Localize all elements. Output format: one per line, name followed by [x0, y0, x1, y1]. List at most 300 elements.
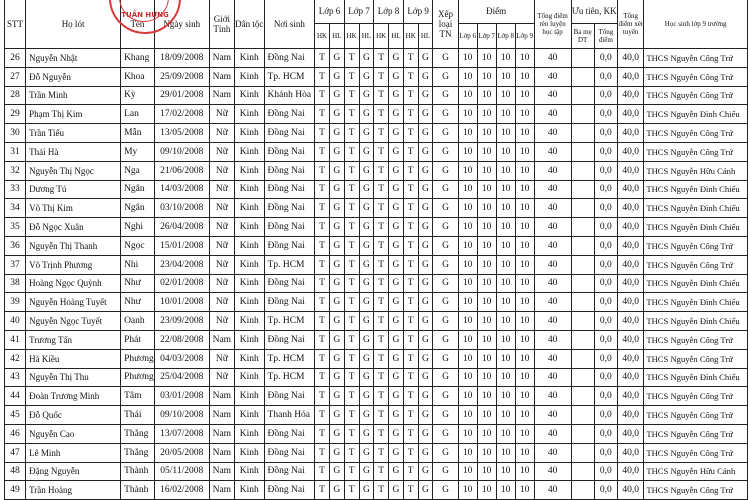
cell-hanh-kiem-hoc-luc: T	[315, 218, 330, 237]
cell-hanh-kiem-hoc-luc: G	[418, 255, 433, 274]
cell-ba-me-dt	[571, 142, 594, 161]
cell-hanh-kiem-hoc-luc: G	[389, 124, 404, 143]
cell-noi-sinh: Đồng Nai	[264, 481, 315, 500]
cell-hanh-kiem-hoc-luc: T	[403, 86, 418, 105]
table-row	[5, 161, 748, 180]
cell-tong-diem-uu-tien: 0,0	[594, 180, 617, 199]
cell-dan-toc: Kinh	[235, 180, 265, 199]
cell-hanh-kiem-hoc-luc: T	[374, 142, 389, 161]
cell-ngay-sinh: 22/08/2008	[154, 330, 209, 349]
cell-ten: Khang	[121, 49, 155, 68]
cell-tong-diem-xet-tuyen: 40,0	[617, 349, 643, 368]
cell-hanh-kiem-hoc-luc: T	[344, 274, 359, 293]
cell-truong: THCS Nguyễn Công Trứ	[644, 124, 748, 143]
cell-hanh-kiem-hoc-luc: T	[403, 67, 418, 86]
cell-hanh-kiem-hoc-luc: T	[374, 293, 389, 312]
cell-diem: 10	[458, 105, 477, 124]
cell-dan-toc: Kinh	[235, 124, 265, 143]
cell-stt: 37	[5, 255, 26, 274]
cell-stt: 32	[5, 161, 26, 180]
cell-ho-lot: Đoàn Trương Minh	[26, 387, 121, 406]
cell-hanh-kiem-hoc-luc: G	[329, 274, 344, 293]
cell-dan-toc: Kinh	[235, 255, 265, 274]
cell-hanh-kiem-hoc-luc: G	[329, 443, 344, 462]
cell-ba-me-dt	[571, 274, 594, 293]
cell-hanh-kiem-hoc-luc: T	[403, 161, 418, 180]
table-row	[5, 443, 748, 462]
cell-ba-me-dt	[571, 236, 594, 255]
table-row	[5, 180, 748, 199]
cell-noi-sinh: Đồng Nai	[264, 236, 315, 255]
col-ngay-sinh: Ngày sinh	[154, 0, 209, 49]
cell-diem: 10	[496, 161, 515, 180]
cell-hanh-kiem-hoc-luc: T	[403, 218, 418, 237]
cell-truong: THCS Nguyễn Công Trứ	[644, 67, 748, 86]
cell-ten: Ngân	[121, 199, 155, 218]
cell-ba-me-dt	[571, 368, 594, 387]
cell-tong-diem-xet-tuyen: 40,0	[617, 180, 643, 199]
cell-diem: 10	[496, 124, 515, 143]
cell-tong-diem-uu-tien: 0,0	[594, 67, 617, 86]
cell-diem: 10	[496, 86, 515, 105]
cell-hanh-kiem-hoc-luc: G	[329, 199, 344, 218]
cell-tong-diem-uu-tien: 0,0	[594, 161, 617, 180]
cell-diem: 10	[458, 443, 477, 462]
cell-hanh-kiem-hoc-luc: T	[374, 312, 389, 331]
cell-stt: 35	[5, 218, 26, 237]
cell-tong-diem-xet-tuyen: 40,0	[617, 481, 643, 500]
cell-noi-sinh: Đồng Nai	[264, 462, 315, 481]
col-lop9: Lớp 9	[403, 0, 433, 24]
cell-tong-diem-uu-tien: 0,0	[594, 406, 617, 425]
cell-hanh-kiem-hoc-luc: G	[359, 330, 374, 349]
col-diem: Điểm	[458, 0, 534, 24]
cell-tong-diem-xet-tuyen: 40,0	[617, 255, 643, 274]
col-stt: STT	[5, 0, 26, 49]
cell-diem: 10	[458, 86, 477, 105]
cell-diem: 10	[496, 274, 515, 293]
cell-noi-sinh: Đồng Nai	[264, 218, 315, 237]
cell-hanh-kiem-hoc-luc: T	[403, 330, 418, 349]
cell-hanh-kiem-hoc-luc: T	[344, 255, 359, 274]
cell-hanh-kiem-hoc-luc: T	[315, 330, 330, 349]
cell-ngay-sinh: 18/09/2008	[154, 49, 209, 68]
cell-stt: 41	[5, 330, 26, 349]
cell-hanh-kiem-hoc-luc: G	[418, 293, 433, 312]
cell-ngay-sinh: 03/10/2008	[154, 199, 209, 218]
cell-xep-loai: G	[433, 124, 458, 143]
cell-hanh-kiem-hoc-luc: T	[403, 199, 418, 218]
cell-hanh-kiem-hoc-luc: T	[344, 218, 359, 237]
cell-truong: THCS Nguyễn Công Trứ	[644, 255, 748, 274]
cell-gioi-tinh: Nữ	[209, 199, 234, 218]
cell-ten: Khoa	[121, 67, 155, 86]
cell-dan-toc: Kinh	[235, 312, 265, 331]
cell-diem: 10	[477, 274, 496, 293]
cell-hanh-kiem-hoc-luc: T	[403, 443, 418, 462]
cell-diem: 10	[515, 255, 534, 274]
cell-diem: 10	[477, 86, 496, 105]
cell-noi-sinh: Đồng Nai	[264, 424, 315, 443]
cell-hanh-kiem-hoc-luc: T	[344, 142, 359, 161]
cell-truong: THCS Nguyễn Đình Chiểu	[644, 199, 748, 218]
cell-hanh-kiem-hoc-luc: G	[418, 105, 433, 124]
cell-ho-lot: Hoàng Ngọc Quỳnh	[26, 274, 121, 293]
cell-tong-diem-ren-luyen: 40	[534, 462, 571, 481]
cell-hanh-kiem-hoc-luc: G	[359, 255, 374, 274]
cell-ten: Thắng	[121, 424, 155, 443]
cell-hanh-kiem-hoc-luc: T	[344, 330, 359, 349]
cell-hanh-kiem-hoc-luc: T	[403, 349, 418, 368]
cell-ten: Kỳ	[121, 86, 155, 105]
cell-hanh-kiem-hoc-luc: G	[359, 293, 374, 312]
cell-tong-diem-uu-tien: 0,0	[594, 86, 617, 105]
cell-xep-loai: G	[433, 49, 458, 68]
cell-ngay-sinh: 23/09/2008	[154, 312, 209, 331]
cell-hanh-kiem-hoc-luc: G	[418, 142, 433, 161]
cell-noi-sinh: Tp. HCM	[264, 255, 315, 274]
cell-diem: 10	[477, 49, 496, 68]
cell-gioi-tinh: Nữ	[209, 293, 234, 312]
cell-noi-sinh: Đồng Nai	[264, 274, 315, 293]
cell-ba-me-dt	[571, 161, 594, 180]
cell-dan-toc: Kinh	[235, 142, 265, 161]
cell-diem: 10	[515, 330, 534, 349]
cell-hanh-kiem-hoc-luc: T	[403, 462, 418, 481]
cell-diem: 10	[458, 462, 477, 481]
cell-ten: Tâm	[121, 387, 155, 406]
cell-xep-loai: G	[433, 67, 458, 86]
cell-ho-lot: Nguyễn Thị Thu	[26, 368, 121, 387]
cell-ten: Mẫn	[121, 124, 155, 143]
cell-ngay-sinh: 20/05/2008	[154, 443, 209, 462]
cell-ba-me-dt	[571, 293, 594, 312]
cell-diem: 10	[477, 255, 496, 274]
cell-hanh-kiem-hoc-luc: T	[374, 67, 389, 86]
cell-stt: 31	[5, 142, 26, 161]
cell-noi-sinh: Đồng Nai	[264, 199, 315, 218]
cell-hanh-kiem-hoc-luc: T	[315, 105, 330, 124]
table-row	[5, 199, 748, 218]
cell-ho-lot: Nguyễn Nhật	[26, 49, 121, 68]
cell-tong-diem-ren-luyen: 40	[534, 293, 571, 312]
cell-dan-toc: Kinh	[235, 293, 265, 312]
cell-xep-loai: G	[433, 443, 458, 462]
cell-truong: THCS Nguyễn Công Trứ	[644, 236, 748, 255]
cell-diem: 10	[515, 424, 534, 443]
cell-truong: THCS Nguyễn Công Trứ	[644, 406, 748, 425]
col-tong-diem-uu-tien: Tổng điểm	[594, 24, 617, 49]
cell-diem: 10	[496, 49, 515, 68]
cell-truong: THCS Nguyễn Công Trứ	[644, 349, 748, 368]
cell-diem: 10	[496, 368, 515, 387]
cell-hanh-kiem-hoc-luc: T	[344, 180, 359, 199]
cell-tong-diem-uu-tien: 0,0	[594, 199, 617, 218]
cell-ho-lot: Thái Hà	[26, 142, 121, 161]
cell-xep-loai: G	[433, 105, 458, 124]
cell-truong: THCS Nguyễn Hữu Cảnh	[644, 161, 748, 180]
cell-ten: Phương	[121, 368, 155, 387]
cell-diem: 10	[458, 142, 477, 161]
cell-ten: Ngân	[121, 180, 155, 199]
cell-stt: 46	[5, 424, 26, 443]
cell-hanh-kiem-hoc-luc: T	[403, 105, 418, 124]
cell-dan-toc: Kinh	[235, 67, 265, 86]
cell-hanh-kiem-hoc-luc: G	[359, 387, 374, 406]
cell-ba-me-dt	[571, 105, 594, 124]
cell-ngay-sinh: 16/02/2008	[154, 481, 209, 500]
cell-stt: 28	[5, 86, 26, 105]
cell-hanh-kiem-hoc-luc: T	[344, 199, 359, 218]
cell-hanh-kiem-hoc-luc: T	[403, 180, 418, 199]
cell-tong-diem-ren-luyen: 40	[534, 142, 571, 161]
cell-diem: 10	[458, 387, 477, 406]
table-row	[5, 293, 748, 312]
cell-hanh-kiem-hoc-luc: T	[344, 124, 359, 143]
cell-hanh-kiem-hoc-luc: G	[329, 105, 344, 124]
cell-tong-diem-xet-tuyen: 40,0	[617, 443, 643, 462]
col-ten: Tên	[121, 0, 155, 49]
cell-stt: 39	[5, 293, 26, 312]
cell-tong-diem-ren-luyen: 40	[534, 481, 571, 500]
cell-hanh-kiem-hoc-luc: G	[359, 105, 374, 124]
cell-dan-toc: Kinh	[235, 443, 265, 462]
cell-ngay-sinh: 03/01/2008	[154, 387, 209, 406]
cell-dan-toc: Kinh	[235, 462, 265, 481]
cell-diem: 10	[515, 236, 534, 255]
cell-tong-diem-uu-tien: 0,0	[594, 312, 617, 331]
table-row	[5, 406, 748, 425]
cell-tong-diem-ren-luyen: 40	[534, 349, 571, 368]
cell-hanh-kiem-hoc-luc: G	[418, 161, 433, 180]
cell-truong: THCS Nguyễn Công Trứ	[644, 142, 748, 161]
cell-xep-loai: G	[433, 236, 458, 255]
cell-gioi-tinh: Nữ	[209, 124, 234, 143]
cell-tong-diem-xet-tuyen: 40,0	[617, 387, 643, 406]
cell-hanh-kiem-hoc-luc: T	[374, 199, 389, 218]
cell-hanh-kiem-hoc-luc: G	[329, 312, 344, 331]
cell-tong-diem-ren-luyen: 40	[534, 330, 571, 349]
cell-hanh-kiem-hoc-luc: T	[344, 49, 359, 68]
cell-diem: 10	[458, 124, 477, 143]
cell-hanh-kiem-hoc-luc: G	[389, 312, 404, 331]
cell-truong: THCS Nguyễn Công Trứ	[644, 387, 748, 406]
table-row	[5, 255, 748, 274]
cell-stt: 38	[5, 274, 26, 293]
cell-hanh-kiem-hoc-luc: G	[329, 406, 344, 425]
cell-diem: 10	[477, 180, 496, 199]
cell-hanh-kiem-hoc-luc: T	[374, 481, 389, 500]
col-hl: HL	[389, 24, 404, 49]
cell-ten: Như	[121, 274, 155, 293]
cell-hanh-kiem-hoc-luc: T	[403, 312, 418, 331]
cell-diem: 10	[515, 49, 534, 68]
cell-hanh-kiem-hoc-luc: T	[315, 406, 330, 425]
cell-stt: 27	[5, 67, 26, 86]
cell-tong-diem-ren-luyen: 40	[534, 199, 571, 218]
cell-tong-diem-xet-tuyen: 40,0	[617, 406, 643, 425]
cell-ten: Thành	[121, 481, 155, 500]
cell-tong-diem-ren-luyen: 40	[534, 67, 571, 86]
cell-hanh-kiem-hoc-luc: T	[344, 67, 359, 86]
cell-hanh-kiem-hoc-luc: G	[359, 218, 374, 237]
col-tong-diem-ren-luyen: Tổng điểm rèn luyện học tập	[534, 0, 571, 49]
score-sheet	[4, 0, 748, 500]
cell-hanh-kiem-hoc-luc: G	[389, 462, 404, 481]
table-row	[5, 312, 748, 331]
cell-xep-loai: G	[433, 424, 458, 443]
cell-tong-diem-uu-tien: 0,0	[594, 124, 617, 143]
cell-diem: 10	[477, 330, 496, 349]
cell-ba-me-dt	[571, 180, 594, 199]
cell-diem: 10	[496, 255, 515, 274]
col-hk: HK	[374, 24, 389, 49]
cell-tong-diem-ren-luyen: 40	[534, 274, 571, 293]
cell-hanh-kiem-hoc-luc: G	[418, 312, 433, 331]
cell-diem: 10	[515, 161, 534, 180]
cell-diem: 10	[477, 462, 496, 481]
cell-ho-lot: Trần Hoàng	[26, 481, 121, 500]
cell-hanh-kiem-hoc-luc: T	[315, 274, 330, 293]
cell-gioi-tinh: Nữ	[209, 236, 234, 255]
cell-ba-me-dt	[571, 443, 594, 462]
cell-stt: 48	[5, 462, 26, 481]
cell-hanh-kiem-hoc-luc: T	[374, 180, 389, 199]
cell-hanh-kiem-hoc-luc: G	[418, 124, 433, 143]
cell-gioi-tinh: Nam	[209, 406, 234, 425]
cell-tong-diem-uu-tien: 0,0	[594, 349, 617, 368]
cell-ho-lot: Nguyễn Hoàng Tuyết	[26, 293, 121, 312]
cell-dan-toc: Kinh	[235, 349, 265, 368]
cell-diem: 10	[515, 406, 534, 425]
cell-hanh-kiem-hoc-luc: T	[374, 218, 389, 237]
cell-truong: THCS Nguyễn Đình Chiểu	[644, 368, 748, 387]
cell-hanh-kiem-hoc-luc: G	[389, 180, 404, 199]
cell-hanh-kiem-hoc-luc: G	[359, 368, 374, 387]
cell-stt: 42	[5, 349, 26, 368]
cell-diem: 10	[477, 142, 496, 161]
cell-stt: 40	[5, 312, 26, 331]
cell-ten: Thái	[121, 406, 155, 425]
cell-diem: 10	[515, 105, 534, 124]
cell-hanh-kiem-hoc-luc: T	[403, 142, 418, 161]
table-row	[5, 274, 748, 293]
cell-dan-toc: Kinh	[235, 161, 265, 180]
cell-hanh-kiem-hoc-luc: T	[315, 161, 330, 180]
cell-diem: 10	[515, 199, 534, 218]
cell-tong-diem-ren-luyen: 40	[534, 236, 571, 255]
cell-hanh-kiem-hoc-luc: G	[389, 387, 404, 406]
cell-tong-diem-uu-tien: 0,0	[594, 293, 617, 312]
cell-ho-lot: Nguyễn Cao	[26, 424, 121, 443]
cell-tong-diem-xet-tuyen: 40,0	[617, 142, 643, 161]
cell-truong: THCS Nguyễn Đình Chiểu	[644, 293, 748, 312]
cell-diem: 10	[496, 387, 515, 406]
cell-xep-loai: G	[433, 387, 458, 406]
cell-hanh-kiem-hoc-luc: T	[344, 293, 359, 312]
table-row	[5, 142, 748, 161]
cell-hanh-kiem-hoc-luc: T	[403, 424, 418, 443]
cell-hanh-kiem-hoc-luc: G	[389, 349, 404, 368]
cell-hanh-kiem-hoc-luc: G	[359, 199, 374, 218]
cell-hanh-kiem-hoc-luc: T	[315, 443, 330, 462]
col-ho-lot: Họ lót	[26, 0, 121, 49]
cell-hanh-kiem-hoc-luc: T	[403, 387, 418, 406]
cell-ho-lot: Nguyễn Thị Thanh	[26, 236, 121, 255]
cell-gioi-tinh: Nữ	[209, 180, 234, 199]
cell-hanh-kiem-hoc-luc: T	[344, 406, 359, 425]
cell-hanh-kiem-hoc-luc: T	[374, 255, 389, 274]
cell-truong: THCS Nguyễn Đình Chiểu	[644, 180, 748, 199]
cell-hanh-kiem-hoc-luc: T	[315, 67, 330, 86]
cell-hanh-kiem-hoc-luc: G	[418, 49, 433, 68]
table-row	[5, 462, 748, 481]
cell-gioi-tinh: Nam	[209, 424, 234, 443]
cell-hanh-kiem-hoc-luc: G	[418, 462, 433, 481]
col-xep-loai: Xếp loại TN	[433, 0, 458, 49]
cell-dan-toc: Kinh	[235, 481, 265, 500]
cell-ten: Nghi	[121, 218, 155, 237]
cell-hanh-kiem-hoc-luc: G	[389, 236, 404, 255]
cell-hanh-kiem-hoc-luc: T	[374, 161, 389, 180]
cell-hanh-kiem-hoc-luc: G	[418, 330, 433, 349]
cell-hanh-kiem-hoc-luc: G	[359, 481, 374, 500]
cell-hanh-kiem-hoc-luc: G	[389, 330, 404, 349]
table-row	[5, 349, 748, 368]
cell-xep-loai: G	[433, 293, 458, 312]
cell-tong-diem-uu-tien: 0,0	[594, 368, 617, 387]
cell-hanh-kiem-hoc-luc: T	[374, 330, 389, 349]
cell-hanh-kiem-hoc-luc: G	[418, 67, 433, 86]
cell-ngay-sinh: 25/04/2008	[154, 368, 209, 387]
cell-tong-diem-uu-tien: 0,0	[594, 424, 617, 443]
cell-diem: 10	[458, 180, 477, 199]
cell-hanh-kiem-hoc-luc: G	[418, 443, 433, 462]
cell-ho-lot: Võ Thị Kim	[26, 199, 121, 218]
cell-hanh-kiem-hoc-luc: G	[418, 236, 433, 255]
col-diem-lop7: Lớp 7	[477, 24, 496, 49]
cell-diem: 10	[477, 105, 496, 124]
cell-ngay-sinh: 23/04/2008	[154, 255, 209, 274]
cell-ngay-sinh: 25/09/2008	[154, 67, 209, 86]
cell-diem: 10	[515, 481, 534, 500]
cell-hanh-kiem-hoc-luc: G	[389, 406, 404, 425]
cell-diem: 10	[515, 274, 534, 293]
cell-noi-sinh: Đồng Nai	[264, 142, 315, 161]
cell-stt: 33	[5, 180, 26, 199]
cell-ho-lot: Nguyễn Ngọc Tuyết	[26, 312, 121, 331]
cell-ho-lot: Dương Tú	[26, 180, 121, 199]
cell-ba-me-dt	[571, 199, 594, 218]
cell-hanh-kiem-hoc-luc: T	[344, 481, 359, 500]
cell-truong: THCS Nguyễn Công Trứ	[644, 481, 748, 500]
cell-truong: THCS Nguyễn Công Trứ	[644, 49, 748, 68]
cell-hanh-kiem-hoc-luc: G	[329, 86, 344, 105]
cell-diem: 10	[515, 293, 534, 312]
cell-hanh-kiem-hoc-luc: T	[315, 349, 330, 368]
cell-noi-sinh: Đồng Nai	[264, 105, 315, 124]
cell-diem: 10	[458, 293, 477, 312]
table-row	[5, 236, 748, 255]
cell-tong-diem-xet-tuyen: 40,0	[617, 218, 643, 237]
cell-xep-loai: G	[433, 142, 458, 161]
cell-hanh-kiem-hoc-luc: G	[329, 124, 344, 143]
cell-noi-sinh: Thanh Hóa	[264, 406, 315, 425]
cell-hanh-kiem-hoc-luc: G	[329, 387, 344, 406]
cell-diem: 10	[458, 67, 477, 86]
cell-ho-lot: Trần Minh	[26, 86, 121, 105]
col-diem-lop9: Lớp 9	[515, 24, 534, 49]
